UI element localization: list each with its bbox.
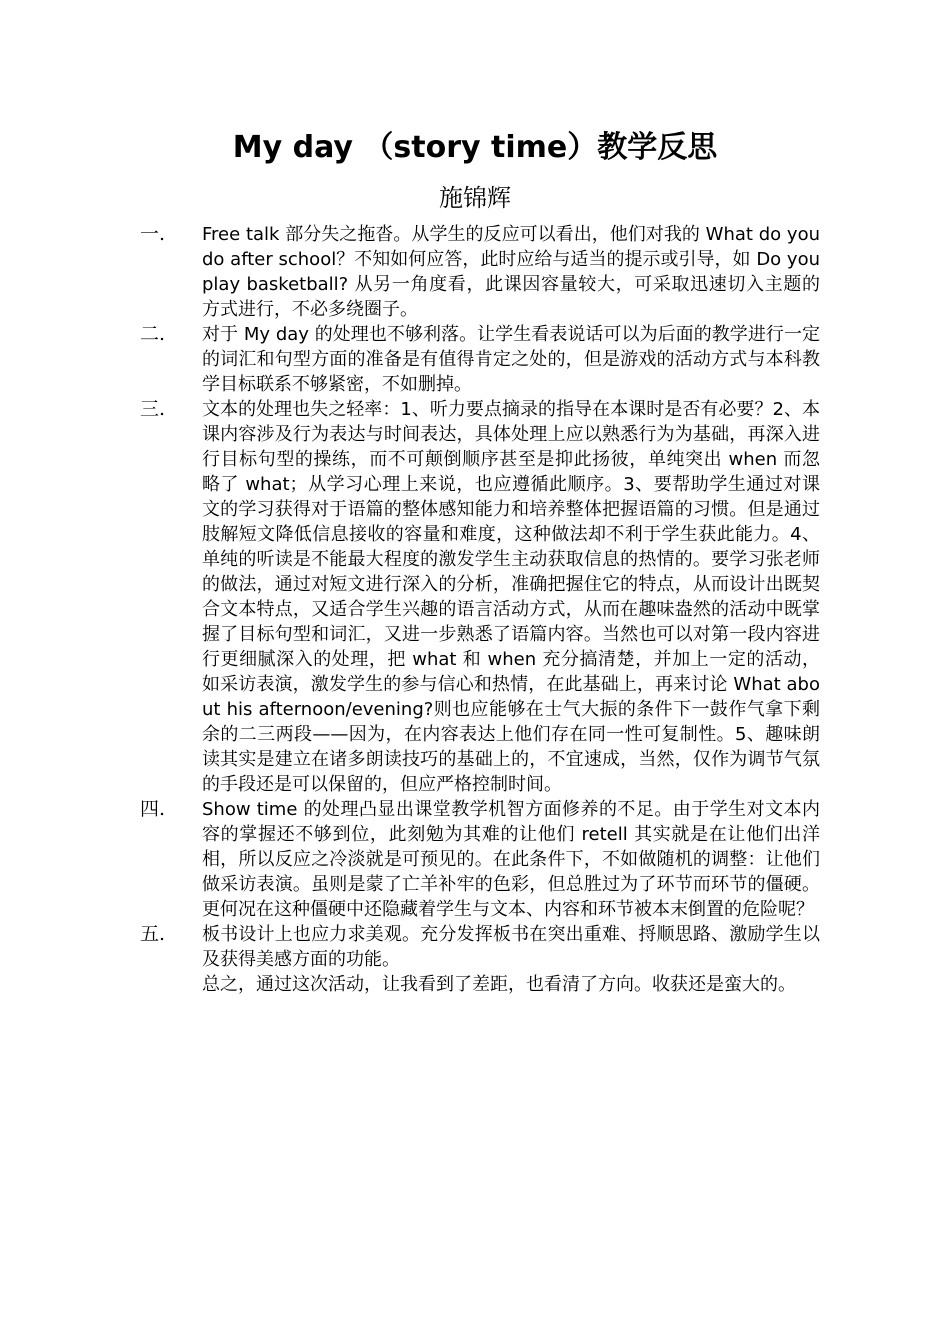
list-item-text: Free talk 部分失之拖沓。从学生的反应可以看出，他们对我的 What do you do after school？不知如何应答，此时应给与适当的提示或引导，如 Do you play basketball? 从另一角度看，此课因容量较大，可采取迅速切入主题的方式进行，不必多绕圈子。: [202, 224, 820, 320]
list-item-text: 板书设计上也应力求美观。充分发挥板书在突出重难、捋顺思路、激励学生以及获得美感方面的功能。: [202, 924, 820, 970]
author-name: 施锦辉: [439, 184, 511, 212]
closing-row: [140, 972, 820, 997]
list-item-text: 对于 My day 的处理也不够利落。让学生看表说话可以为后面的教学进行一定的词汇和句型方面的准备是有值得肯定之处的，但是游戏的活动方式与本科教学目标联系不够紧密，不如删掉。: [202, 324, 820, 395]
list-item-number: 四.: [140, 798, 166, 820]
list-item: [140, 922, 820, 972]
list-item-number: 三.: [140, 398, 166, 420]
list-item-text: Show time 的处理凸显出课堂教学机智方面修养的不足。由于学生对文本内容的掌握还不够到位，此刻勉为其难的让他们 retell 其实就是在让他们出洋相，所以反应之冷淡就是可预见的。在此条件下，不如做随机的调整：让他们做采访表演。虽则是蒙了亡羊补牢的色彩，但总胜过为了环节而环节的僵硬。更何况在这种僵硬中还隐藏着学生与文本、内容和环节被本末倒置的危险呢？: [202, 799, 820, 920]
list-item: [140, 797, 820, 922]
page-title: My day （story time）教学反思: [232, 130, 718, 165]
list-item-text: 文本的处理也失之轻率：1、听力要点摘录的指导在本课时是否有必要？2、本课内容涉及行为表达与时间表达，具体处理上应以熟悉行为为基础，再深入进行目标句型的操练，而不可颠倒顺序甚至是抑此扬彼，单纯突出 when 而忽略了 what；从学习心理上来说，也应遵循此顺序。3、要帮助学生通过对课文的学习获得对于语篇的整体感知能力和培养整体把握语篇的习惯。但是通过肢解短文降低信息接收的容量和难度，这种做法却不利于学生获此能力。4、单纯的听读是不能最大程度的激发学生主动获取信息的热情的。要学习张老师的做法，通过对短文进行深入的分析，准确把握住它的特点，从而设计出既契合文本特点，又适合学生兴趣的语言活动方式，从而在趣味盎然的活动中既掌握了目标句型和词汇，又进一步熟悉了语篇内容。当然也可以对第一段内容进行更细腻深入的处理，把 what 和 when 充分搞清楚，并加上一定的活动，如采访表演，激发学生的参与信心和热情，在此基础上，再来讨论 What about his afternoon/evening?则也应能够在士气大振的条件下一鼓作气拿下剩余的二三两段——因为，在内容表达上他们存在同一性可复制性。5、趣味朗读其实是建立在诸多朗读技巧的基础上的，不宜速成，当然，仅作为调节气氛的手段还是可以保留的，但应严格控制时间。: [202, 399, 820, 795]
list-item: [140, 397, 820, 797]
list-item: [140, 322, 820, 397]
list-item-number: 五.: [140, 923, 166, 945]
list-item: [140, 222, 820, 322]
reflection-list: [140, 222, 820, 997]
list-item-number: 二.: [140, 323, 166, 345]
closing-paragraph: 总之，通过这次活动，让我看到了差距，也看清了方向。收获还是蛮大的。: [202, 974, 796, 995]
list-item-number: 一.: [140, 223, 166, 245]
